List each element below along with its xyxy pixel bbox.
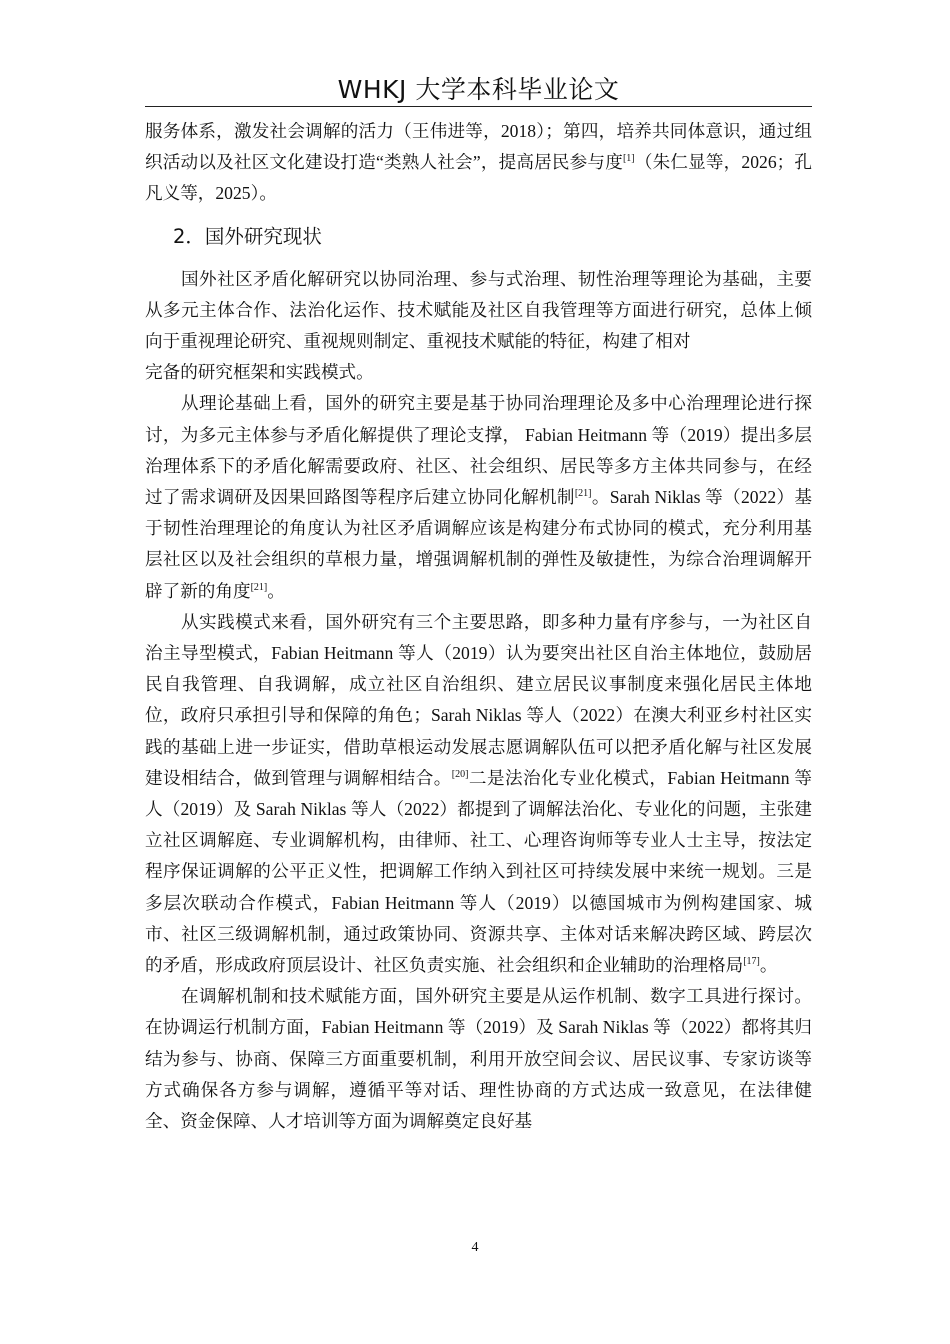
p3-text-a: 从实践模式来看，国外研究有三个主要思路，即多种力量有序参与，一为社区自治主导型模式，Fabian Heitmann 等人（2019）认为要突出社区自治主体地位，鼓励居民自我管理、自我调解，成立社区自治组织、建立居民议事制度来强化居民主体地位，政府只承担引导和保障的角色；Sarah Niklas 等人（2022）在澳大利亚乡村社区实践的基础上进一步证实，借助草根运动发展志愿调解队伍可以把矛盾化解与社区发展建设相结合，做到管理与调解相结合。: [145, 611, 812, 788]
paragraph-4: 在调解机制和技术赋能方面，国外研究主要是从运作机制、数字工具进行探讨。在协调运行机制方面，Fabian Heitmann 等（2019）及 Sarah Niklas 等（2022）都将其归结为参与、协商、保障三方面重要机制，利用开放空间会议、居民议事、专家访谈等方式确保各方参与调解，遵循平等对话、理性协商的方式达成一致意见，在法律健全、资金保障、人才培训等方面为调解奠定良好基: [145, 986, 812, 1132]
paragraph-2: [145, 388, 812, 606]
p2-text-c: 。: [267, 580, 285, 601]
citation: [20]: [451, 769, 469, 780]
p3-text-b: 二是法治化专业化模式，Fabian Heitmann 等人（2019）及 Sarah Niklas 等人（2022）都提到了调解法治化、专业化的问题，主张建立社区调解庭、专业调解机构，由律师、社工、心理咨询师等专业人士主导，按法定程序保证调解的公平正义性，把调解工作纳入到社区可持续发展中来统一规划。三是多层次联动合作模式，Fabian Heitmann 等人（2019）以德国城市为例构建国家、城市、社区三级调解机制，通过政策协同、资源共享、主体对话来解决跨区域、跨层次的矛盾，形成政府顶层设计、社区负责实施、社会组织和企业辅助的治理格局: [145, 767, 812, 976]
page-number: 4: [471, 1240, 479, 1255]
section-heading: 2．国外研究现状: [173, 224, 322, 248]
paragraph-1: 国外社区矛盾化解研究以协同治理、参与式治理、韧性治理等理论为基础，主要从多元主体合作、法治化运作、技术赋能及社区自我管理等方面进行研究，总体上倾向于重视理论研究、重视规则制定、重视技术赋能的特征，构建了相对: [145, 268, 812, 352]
citation: [1]: [622, 153, 635, 165]
paragraph-1-continuation: 完备的研究框架和实践模式。: [145, 362, 374, 383]
intro-tail: （朱仁显等，2026；孔凡义等，2025）。: [145, 152, 812, 204]
p2-text-b: 。Sarah Niklas 等（2022）基于韧性治理理论的角度认为社区矛盾调解应该是构建分布式协同的模式，充分利用基层社区以及社会组织的草根力量，增强调解机制的弹性及敏捷性，为综合治理调解开辟了新的角度: [145, 487, 812, 601]
intro-text: 服务体系，激发社会调解的活力（王伟进等，2018）；第四，培养共同体意识，通过组织活动以及社区文化建设打造“类熟人社会”，提高居民参与度: [145, 121, 812, 173]
p3-text-c: 。: [759, 955, 778, 976]
citation: [21]: [250, 581, 268, 593]
document-body: [145, 116, 812, 1137]
p2-text-a: 从理论基础上看，国外的研究主要是基于协同治理理论及多中心治理理论进行探讨，为多元主体参与矛盾化解提供了理论支撑， Fabian Heitmann 等（2019）提出多层治理体系下的矛盾化解需要政府、社区、社会组织、居民等多方主体共同参与，在经过了需求调研及因果回路图等程序后建立协同化解机制: [145, 393, 812, 508]
citation: [21]: [574, 488, 592, 500]
header-rule: [145, 106, 812, 107]
paragraph-intro: [145, 116, 812, 210]
page-header: WHKJ 大学本科毕业论文: [337, 75, 620, 104]
citation: [17]: [743, 956, 760, 968]
paragraph-3: [145, 607, 812, 981]
